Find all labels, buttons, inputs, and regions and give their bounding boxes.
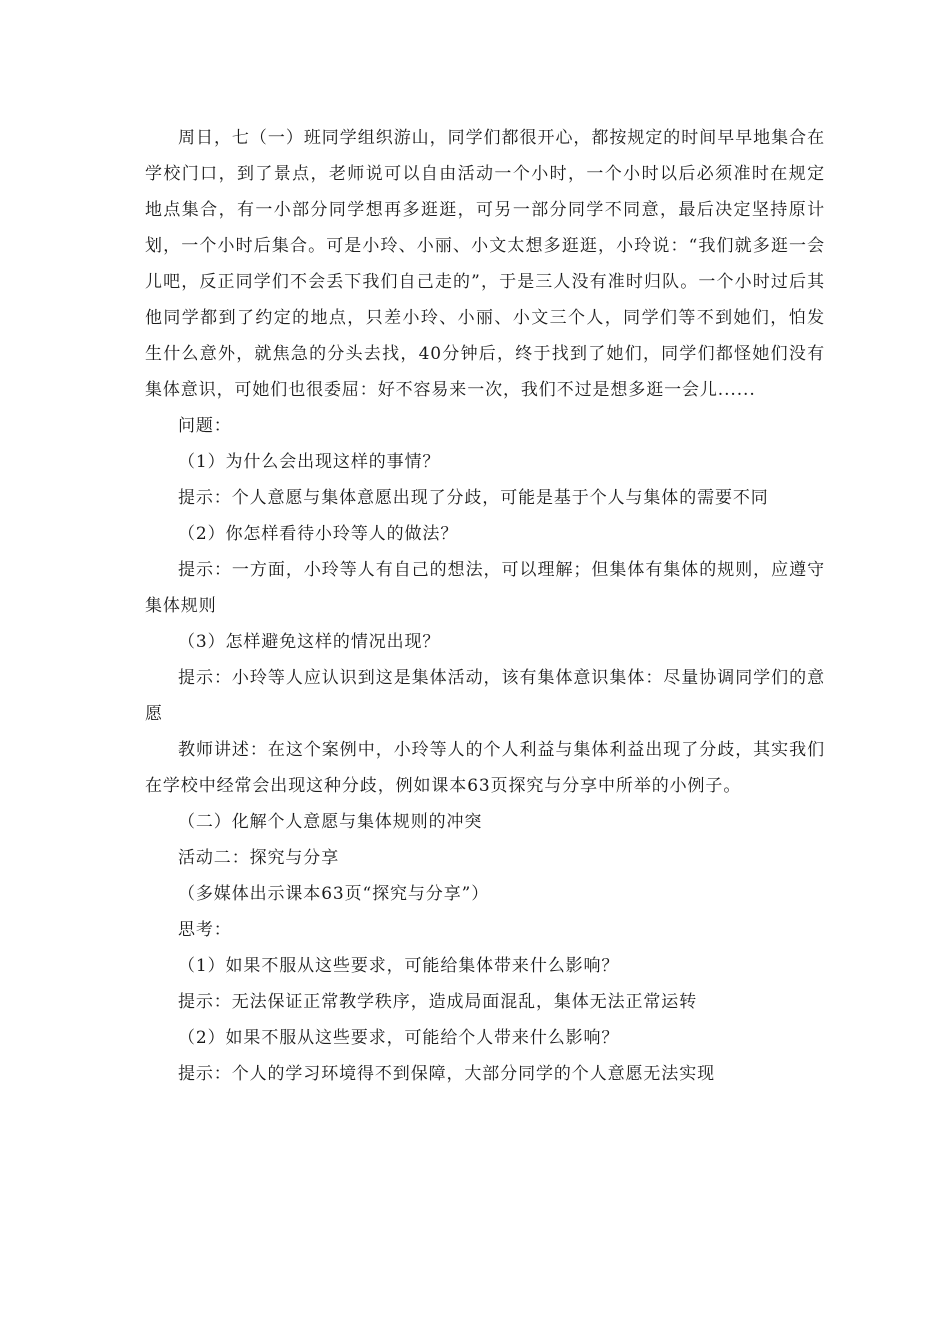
activity-title: 活动二：探究与分享 — [178, 848, 340, 868]
think-hint-1: 提示：无法保证正常教学秩序，造成局面混乱，集体无法正常运转 — [178, 992, 698, 1012]
hint-3: 提示：小玲等人应认识到这是集体活动，该有集体意识集体：尽量协调同学们的意愿 — [145, 668, 825, 724]
question-2: （2）你怎样看待小玲等人的做法？ — [178, 524, 459, 544]
question-heading: 问题： — [178, 416, 232, 436]
story-paragraph: 周日，七（一）班同学组织游山，同学们都很开心，都按规定的时间早早地集合在学校门口，到了景点，老师说可以自由活动一个小时，一个小时以后必须准时在规定地点集合，有一小部分同学想再多逛逛，可另一部分同学不同意，最后决定坚持原计划，一个小时后集合。可是小玲、小丽、小文太想多逛逛，小玲说：“我们就多逛一会儿吧，反正同学们不会丢下我们自己走的”，于是三人没有准时归队。一个小时过后其他同学都到了约定的地点，只差小玲、小丽、小文三个人，同学们等不到她们，怕发生什么意外，就焦急的分头去找，40分钟后，终于找到了她们，同学们都怪她们没有集体意识，可她们也很委屈：好不容易来一次，我们不过是想多逛一会儿...... — [145, 128, 825, 400]
think-hint-2: 提示：个人的学习环境得不到保障，大部分同学的个人意愿无法实现 — [178, 1064, 715, 1084]
multimedia-note: （多媒体出示课本63页“探究与分享”） — [178, 884, 490, 904]
hint-1: 提示：个人意愿与集体意愿出现了分歧，可能是基于个人与集体的需要不同 — [178, 488, 769, 508]
section-heading: （二）化解个人意愿与集体规则的冲突 — [178, 812, 483, 832]
think-heading: 思考： — [178, 920, 232, 940]
question-1: （1）为什么会出现这样的事情？ — [178, 452, 441, 472]
question-3: （3）怎样避免这样的情况出现？ — [178, 632, 441, 652]
hint-2: 提示：一方面，小玲等人有自己的想法，可以理解；但集体有集体的规则，应遵守集体规则 — [145, 560, 825, 616]
think-question-2: （2）如果不服从这些要求，可能给个人带来什么影响？ — [178, 1028, 620, 1048]
teacher-narration: 教师讲述：在这个案例中，小玲等人的个人利益与集体利益出现了分歧，其实我们在学校中经常会出现这种分歧，例如课本63页探究与分享中所举的小例子。 — [145, 740, 825, 796]
think-question-1: （1）如果不服从这些要求，可能给集体带来什么影响？ — [178, 956, 620, 976]
document-body — [145, 120, 825, 1092]
